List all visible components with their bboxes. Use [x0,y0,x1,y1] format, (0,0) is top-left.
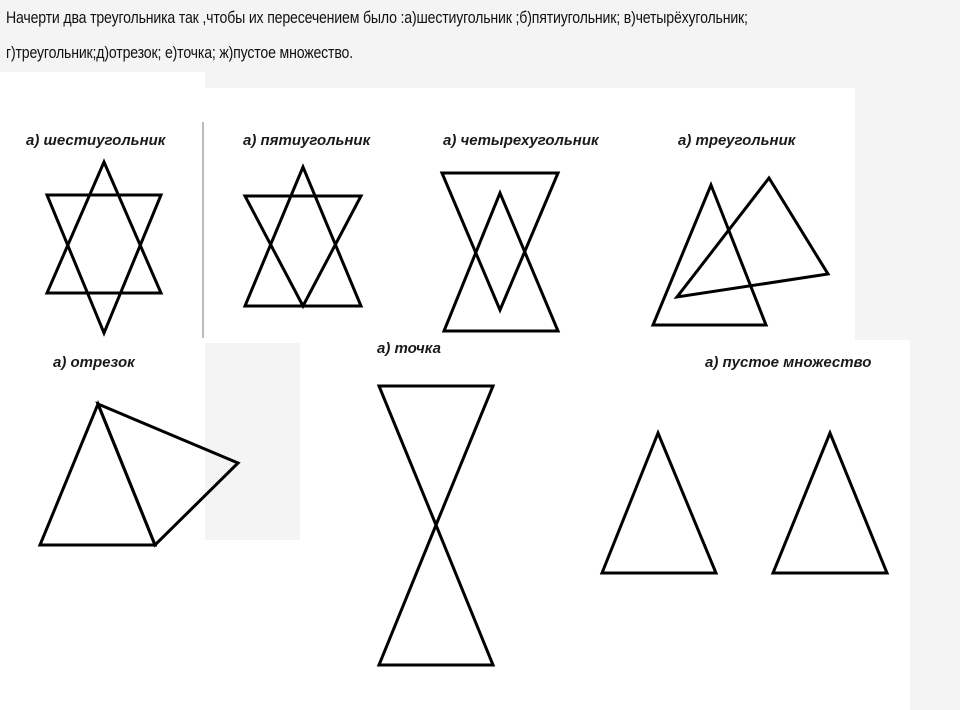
label-segment: а) отрезок [53,354,135,371]
label-quadrilateral: а) четырехугольник [443,132,599,149]
triangle-second [677,178,828,297]
label-empty-set: а) пустое множество [705,354,872,371]
segment-triangle-right [98,404,238,545]
label-triangle: а) треугольник [678,132,796,149]
figure-empty-set [602,433,887,573]
point-triangle-top [379,386,493,525]
figure-quadrilateral [442,173,558,331]
label-hexagon: а) шестиугольник [26,132,166,149]
task-line-2: г)треугольник;д)отрезок; е)точка; ж)пустое множество. [6,43,353,62]
task-line-1: Начерти два треугольника так ,чтобы их пересечением было :а)шестиугольник ;б)пятиугольник; в)четырёхугольник; [6,8,748,27]
empty-set-triangle-right [773,433,887,573]
figure-triangle [653,178,828,325]
segment-triangle-left [40,404,155,545]
pentagon-triangle-up [245,167,361,306]
label-point: а) точка [377,340,441,357]
point-triangle-bottom [379,525,493,665]
figure-pentagon [245,167,361,306]
pentagon-triangle-down [245,196,361,306]
figure-segment [40,404,238,545]
hexagon-triangle-down [47,195,161,333]
figure-point [379,386,493,665]
hexagon-triangle-up [47,162,161,293]
figure-hexagon [47,162,161,333]
label-pentagon: а) пятиугольник [243,132,371,149]
empty-set-triangle-left [602,433,716,573]
